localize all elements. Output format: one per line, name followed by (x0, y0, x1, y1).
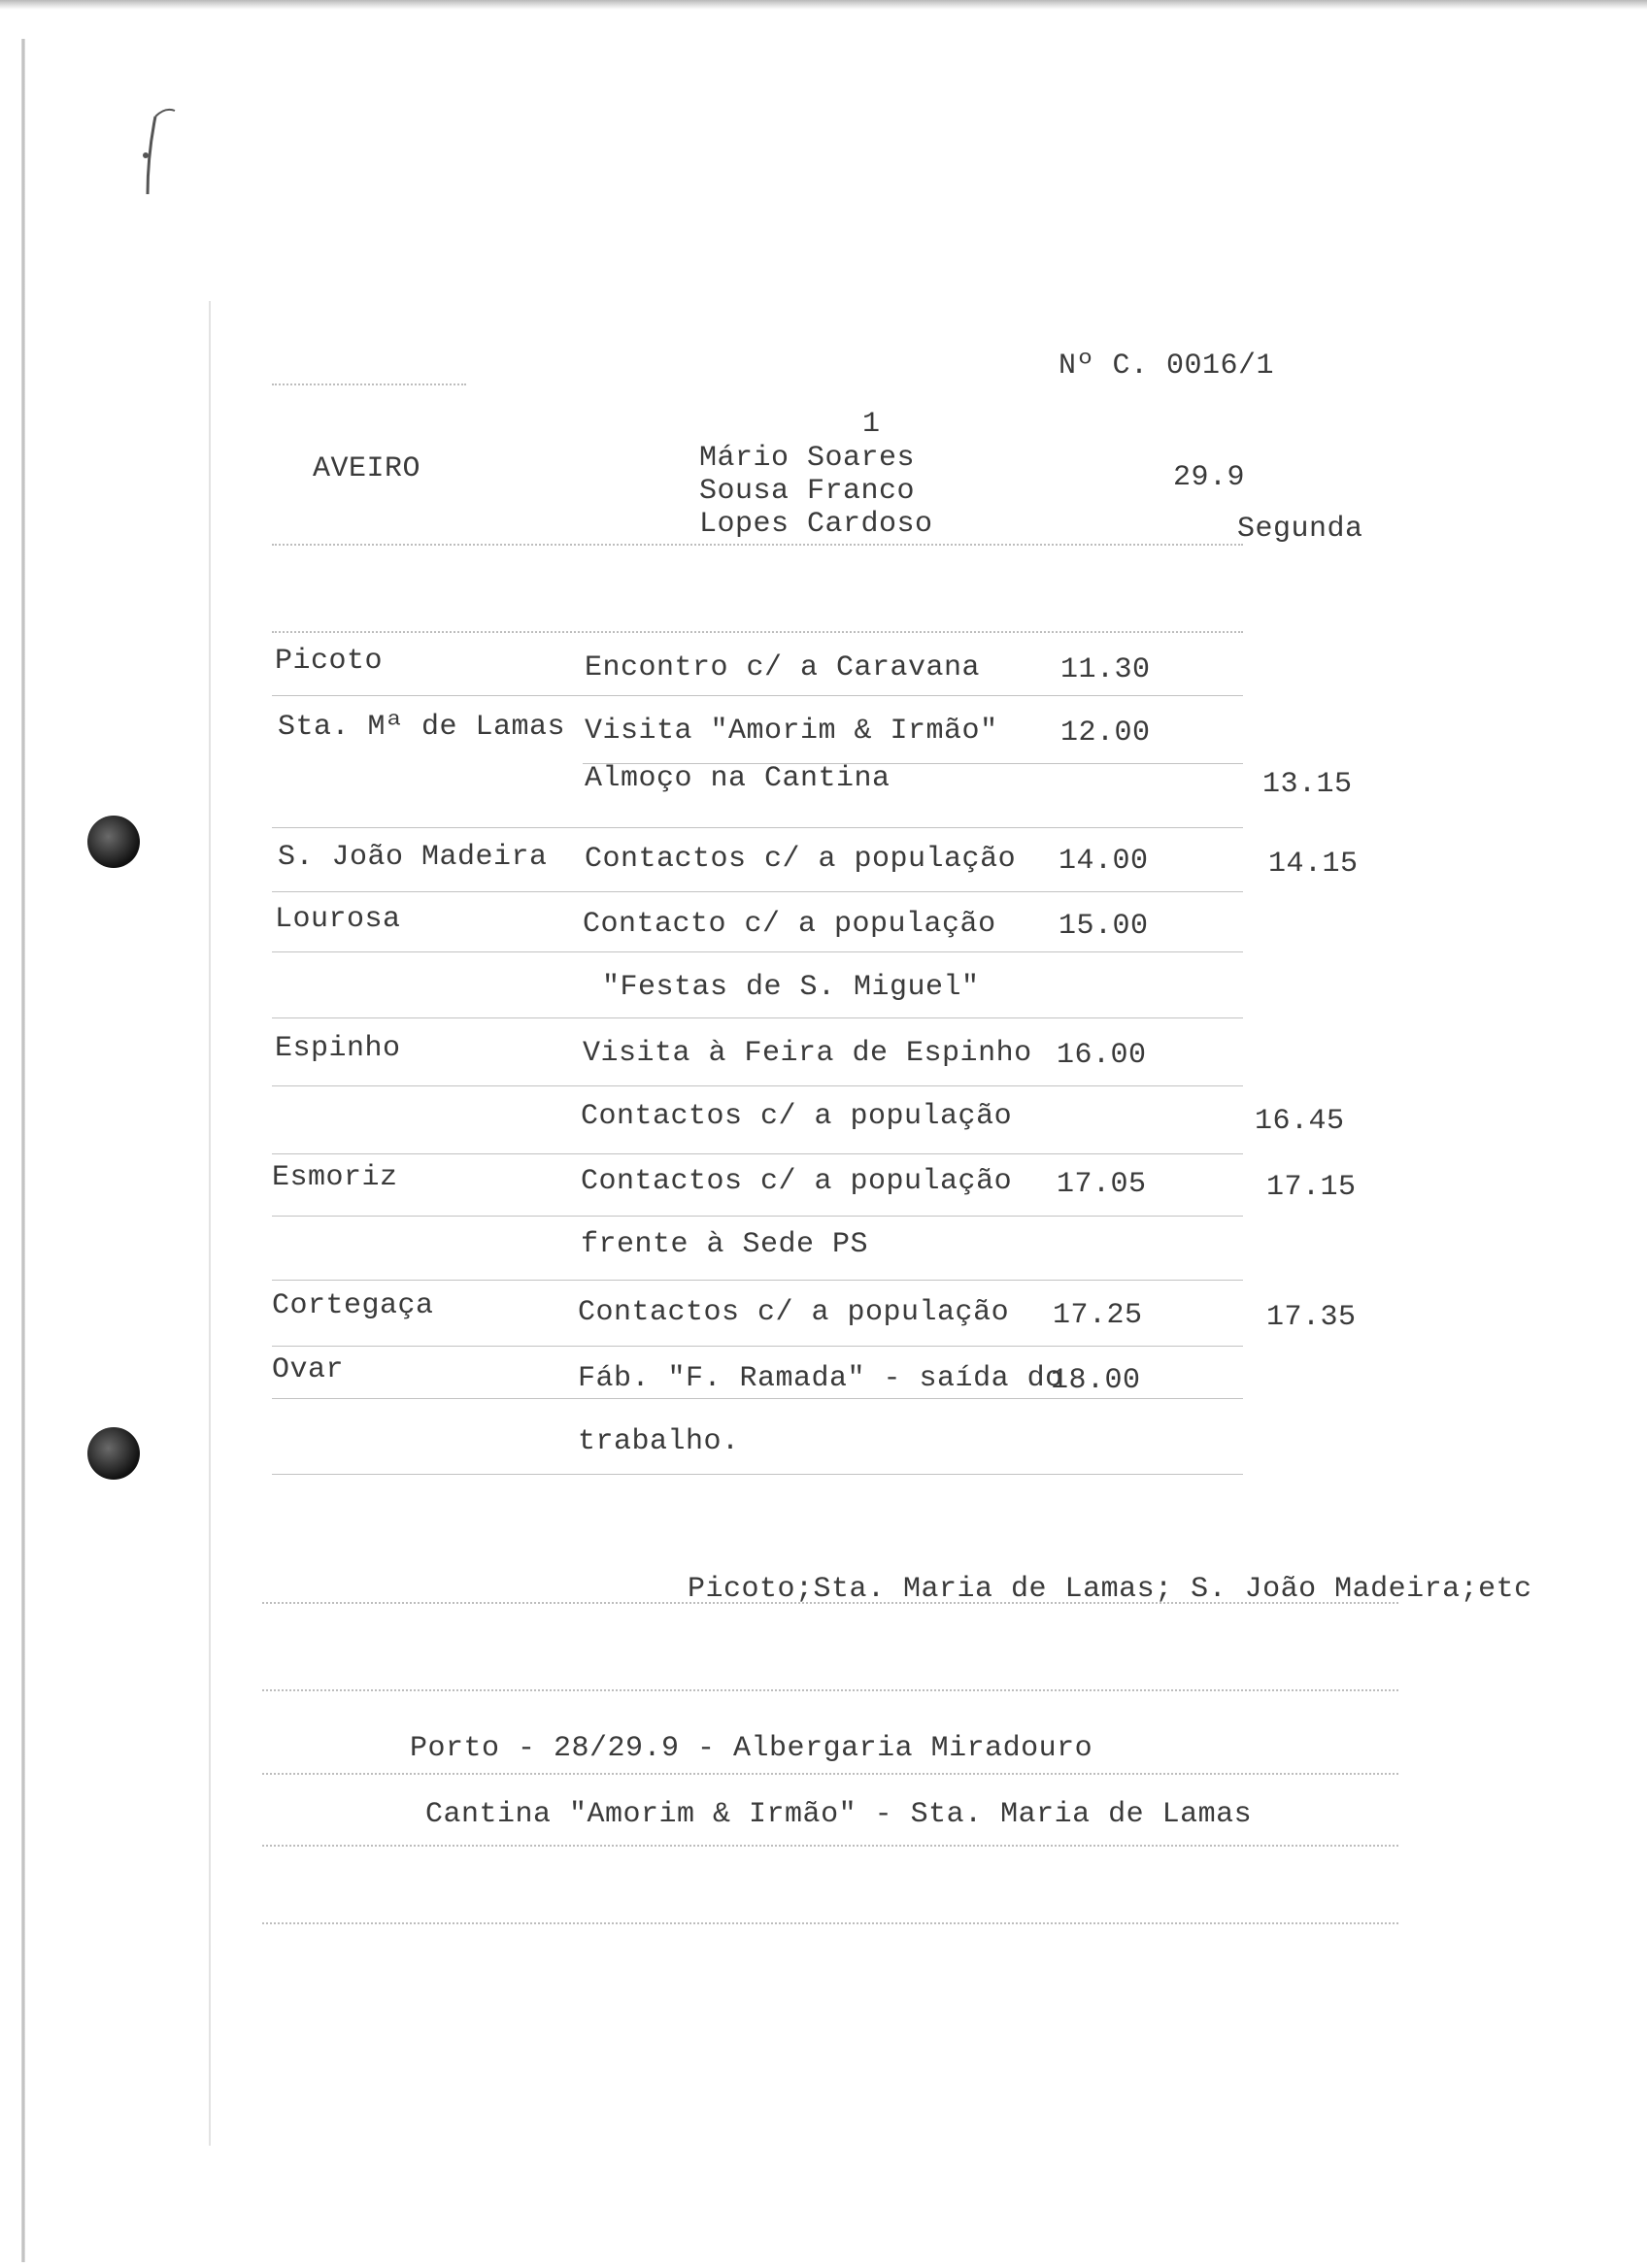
arrival-time: 15.00 (1059, 910, 1149, 943)
form-rule (272, 384, 466, 385)
form-rule (272, 544, 1243, 546)
participant: Sousa Franco (699, 475, 916, 508)
activity: frente à Sede PS (581, 1228, 869, 1261)
participant: Lopes Cardoso (699, 508, 933, 541)
weekday: Segunda (1237, 513, 1363, 546)
form-margin-line (209, 301, 211, 2146)
form-rule (262, 1845, 1398, 1847)
row-rule (272, 951, 1243, 952)
activity: "Festas de S. Miguel" (602, 971, 980, 1004)
activity: Almoço na Cantina (585, 762, 891, 795)
row-rule (272, 1346, 1243, 1347)
lunch-info: Cantina "Amorim & Irmão" - Sta. Maria de Lamas (425, 1798, 1253, 1831)
page-number: 1 (862, 408, 881, 441)
pen-mark-icon (136, 97, 194, 204)
form-rule (262, 1689, 1398, 1691)
route-summary: Picoto;Sta. Maria de Lamas; S. João Madeira;etc (688, 1573, 1532, 1606)
arrival-time: 17.25 (1053, 1299, 1143, 1332)
row-rule (272, 1280, 1243, 1281)
row-rule (272, 827, 1243, 828)
participant: Mário Soares (699, 442, 916, 475)
activity: Visita à Feira de Espinho (583, 1037, 1032, 1070)
activity: Contactos c/ a população (581, 1100, 1013, 1133)
departure-time: 14.15 (1268, 848, 1359, 881)
form-rule (272, 631, 1243, 633)
doc-number: Nº C. 0016/1 (1059, 350, 1275, 383)
place: Lourosa (275, 903, 401, 936)
hotel-info: Porto - 28/29.9 - Albergaria Miradouro (410, 1732, 1093, 1765)
row-rule (272, 1017, 1243, 1018)
activity: Contactos c/ a população (581, 1165, 1013, 1198)
activity: Visita "Amorim & Irmão" (585, 715, 998, 748)
place: Ovar (272, 1353, 345, 1386)
date: 29.9 (1173, 461, 1246, 494)
row-rule (272, 1474, 1243, 1475)
departure-time: 13.15 (1262, 768, 1353, 801)
scan-edge-top (0, 0, 1647, 10)
punch-hole-icon (87, 816, 140, 868)
arrival-time: 14.00 (1059, 845, 1149, 878)
activity: Contactos c/ a população (585, 843, 1017, 876)
departure-time: 17.15 (1266, 1171, 1357, 1204)
place: Picoto (275, 645, 384, 678)
activity: trabalho. (578, 1425, 740, 1458)
row-rule (272, 1153, 1243, 1154)
district: AVEIRO (313, 452, 421, 485)
arrival-time: 12.00 (1060, 717, 1151, 750)
row-rule (272, 891, 1243, 892)
place: Sta. Mª de Lamas (278, 711, 566, 744)
place: S. João Madeira (278, 841, 548, 874)
place: Cortegaça (272, 1289, 434, 1322)
activity: Contactos c/ a população (578, 1296, 1010, 1329)
row-rule (272, 1216, 1243, 1217)
arrival-time: 18.00 (1051, 1364, 1141, 1397)
place: Espinho (275, 1032, 401, 1065)
place: Esmoriz (272, 1161, 398, 1194)
row-rule (272, 695, 1243, 696)
activity: Fáb. "F. Ramada" - saída do (578, 1362, 1063, 1395)
form-rule (262, 1773, 1398, 1775)
arrival-time: 16.00 (1057, 1039, 1147, 1072)
form-rule (262, 1922, 1398, 1924)
departure-time: 16.45 (1255, 1105, 1345, 1138)
punch-hole-icon (87, 1427, 140, 1480)
scan-edge-left (21, 39, 25, 2262)
row-rule (272, 1398, 1243, 1399)
arrival-time: 17.05 (1057, 1168, 1147, 1201)
row-rule (272, 1085, 1243, 1086)
departure-time: 17.35 (1266, 1301, 1357, 1334)
activity: Encontro c/ a Caravana (585, 651, 981, 684)
activity: Contacto c/ a população (583, 908, 996, 941)
arrival-time: 11.30 (1060, 653, 1151, 686)
